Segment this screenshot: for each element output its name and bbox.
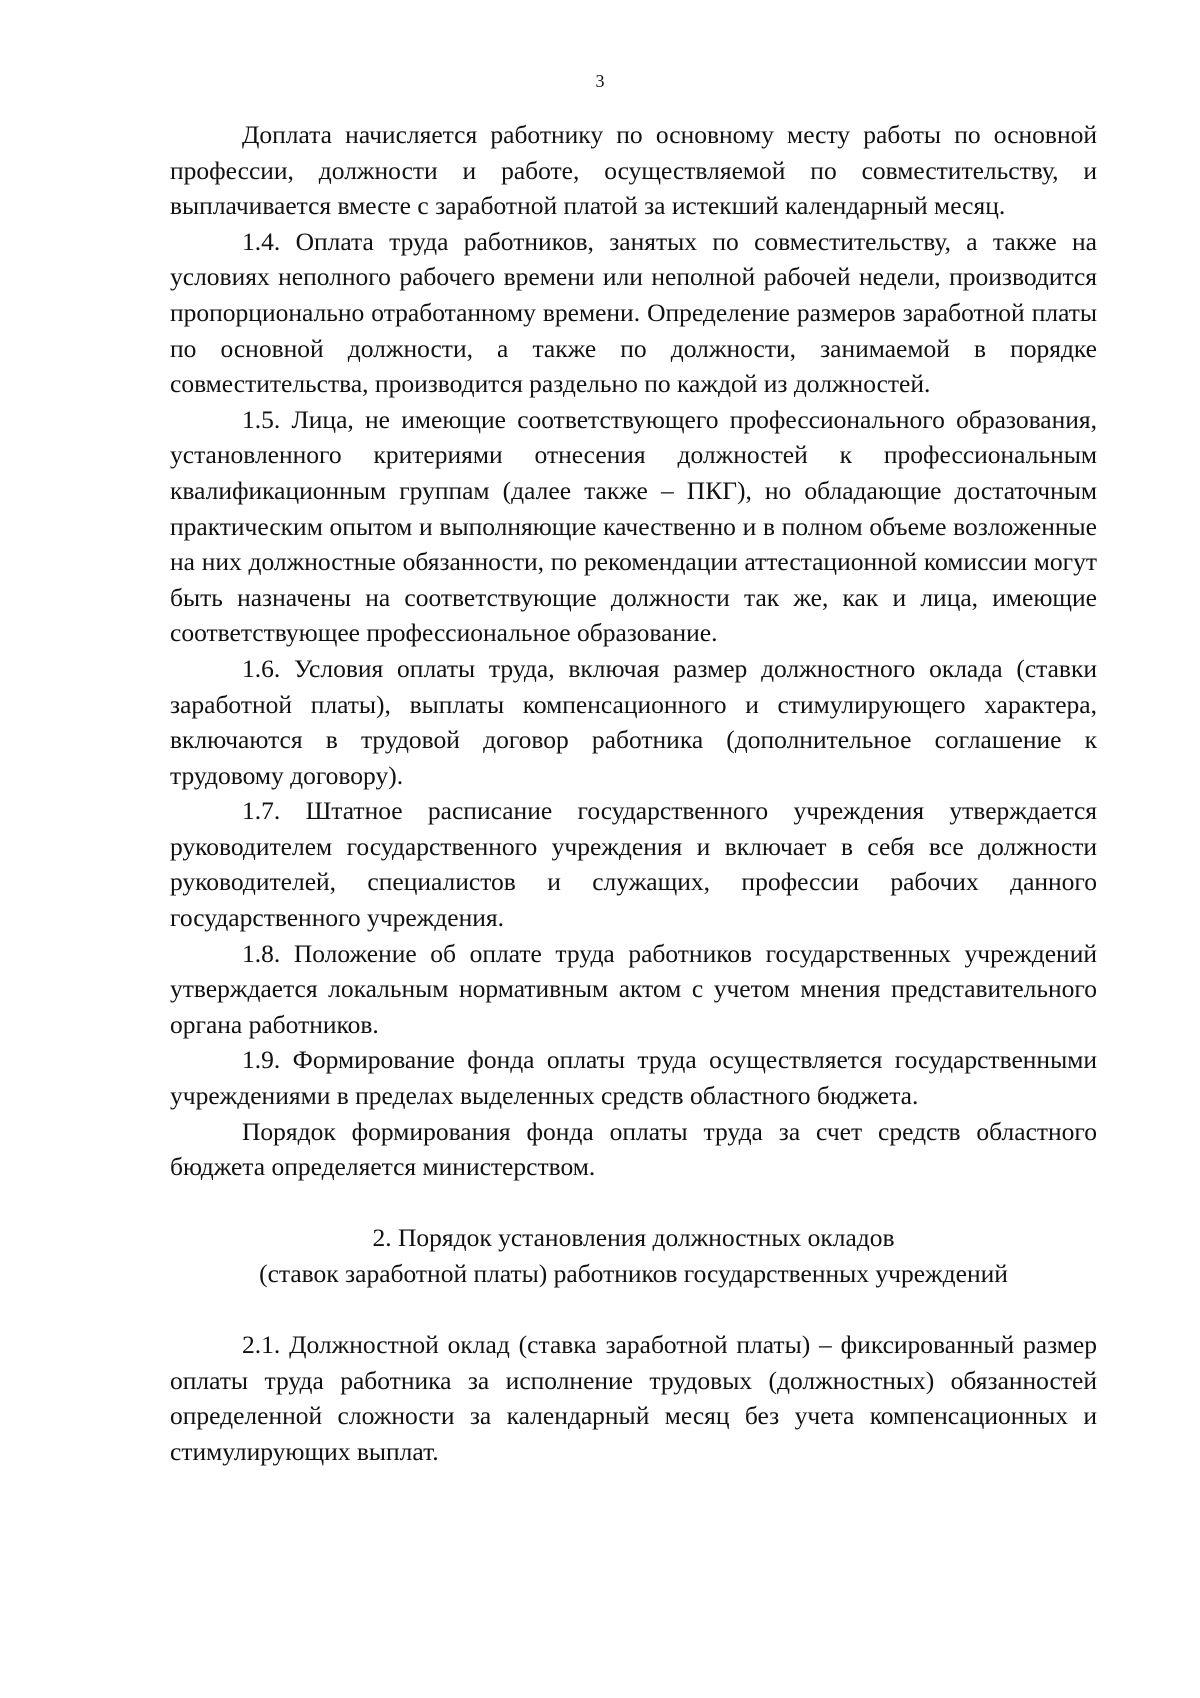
paragraph-1-7: 1.7. Штатное расписание государственного учреждения утверждается руководителем государственного учреждения и включает в себя все должности руководителей, специалистов и служащих, профессии рабочих данного государственного учреждения.	[170, 796, 1097, 933]
section-heading	[170, 1220, 1097, 1291]
paragraph-1-6: 1.6. Условия оплаты труда, включая размер должностного оклада (ставки заработной платы), выплаты компенсационного и стимулирующего характера, включаются в трудовой договор работника (дополнительное соглашение к трудовому договору).	[170, 653, 1097, 790]
document-body	[170, 117, 1097, 1470]
section-heading-line-2: (ставок заработной платы) работников государственных учреждений	[259, 1259, 1008, 1288]
section-2-body	[170, 1327, 1097, 1469]
paragraph-allowance-payment: Доплата начисляется работнику по основному месту работы по основной профессии, должности и работе, осуществляемой по совместительству, и выплачивается вместе с заработной платой за истекший календарный месяц.	[170, 120, 1097, 221]
section-heading-line-1: 2. Порядок установления должностных окладов	[372, 1223, 895, 1253]
paragraph-wage-fund-order: Порядок формирования фонда оплаты труда за счет средств областного бюджета определяется министерством.	[170, 1116, 1097, 1182]
paragraph-1-9: 1.9. Формирование фонда оплаты труда осуществляется государственными учреждениями в пределах выделенных средств областного бюджета.	[170, 1045, 1097, 1111]
page-number: 3	[595, 71, 605, 91]
paragraph-1-8: 1.8. Положение об оплате труда работников государственных учреждений утверждается локальным нормативным актом с учетом мнения представительного органа работников.	[170, 938, 1097, 1039]
paragraph-2-1: 2.1. Должностной оклад (ставка заработной платы) – фиксированный размер оплаты труда работника за исполнение трудовых (должностных) обязанностей определенной сложности за календарный месяц без учета компенсационных и стимулирующих выплат.	[170, 1330, 1097, 1466]
paragraph-1-4: 1.4. Оплата труда работников, занятых по совместительству, а также на условиях неполного рабочего времени или неполной рабочей недели, производится пропорционально отработанному времени. Определение размеров заработной платы по основной должности, а также по должности, занимаемой в порядке совместительства, производится раздельно по каждой из должностей.	[170, 226, 1097, 399]
paragraph-1-5: 1.5. Лица, не имеющие соответствующего профессионального образования, установленного критериями отнесения должностей к профессиональным квалификационным группам (далее также – ПКГ), но обладающие достаточным практическим опытом и выполняющие качественно и в полном объеме возложенные на них должностные обязанности, по рекомендации аттестационной комиссии могут быть назначены на соответствующие должности так же, как и лица, имеющие соответствующее профессиональное образование.	[170, 404, 1097, 648]
